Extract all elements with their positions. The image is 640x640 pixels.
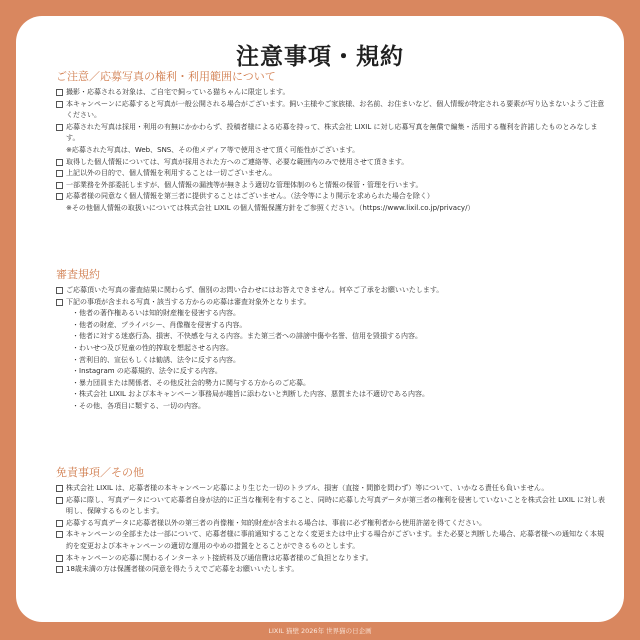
list-item: 一部業務を外部委託しますが、個人情報の漏洩等が無きよう適切な管理体制のもと情報の保管・管理を行います。	[56, 180, 608, 192]
bullet-item: ・他者の著作権あるいは知的財産権を侵害する内容。	[72, 309, 240, 318]
checkbox-icon	[56, 101, 63, 108]
bullet-item: ・株式会社 LIXIL および本キャンペーン事務局が趣旨に添わないと判断した内容、悪質または不適切である内容。	[72, 390, 430, 399]
checkbox-icon	[56, 124, 63, 131]
list-item: 本キャンペーンの応募に関わるインターネット接続料及び通信費は応募者様のご負担となります。	[56, 553, 608, 565]
list-item: 応募に際し、写真データについて応募者自身が法的に正当な権利を有すること、同時に応募した写真データが第三者の権利を侵害していないことを株式会社 LIXIL に対し表明し、保障するものとします。	[56, 495, 608, 518]
list-item: 下記の事項が含まれる写真・該当する方からの応募は審査対象外となります。	[56, 297, 608, 309]
note-text: ※その他個人情報の取扱いについては株式会社 LIXIL の個人情報保護方針をご参照ください。（https://www.lixil.co.jp/privacy/）	[66, 203, 475, 212]
section-review	[56, 268, 608, 413]
checkbox-icon	[56, 520, 63, 527]
checkbox-icon	[56, 497, 63, 504]
footer-credit: LIXIL 猫壁 2026年 世界猫の日企画	[268, 627, 372, 635]
bullet-item: ・その他、各項目に類する、一切の内容。	[72, 401, 205, 410]
section-heading: 審査規約	[56, 268, 100, 281]
list-item: 株式会社 LIXIL は、応募者様の本キャンペーン応募により生じた一切のトラブル、損害（直接・間節を問わず）等について、いかなる責任も負いません。	[56, 483, 608, 495]
checkbox-icon	[56, 159, 63, 166]
list-item: 応募する写真データに応募者様以外の第三者の肖像権・知的財産が含まれる場合は、事前に必ず権利者から使用許諾を得てください。	[56, 518, 608, 530]
list-item: 本キャンペーンの全部または一部について、応募者様に事前通知することなく変更または中止する場合がございます。また必要と判断した場合、応募者様への通知なく本規約を変更および本キャンペーンの適切な運用のやめの措置をとることができるものとします。	[56, 529, 608, 552]
checkbox-icon	[56, 89, 63, 96]
terms-card	[16, 16, 624, 622]
section-heading: 免責事項／その他	[56, 466, 144, 479]
list-item: 撮影・応募される対象は、ご自宅で飼っている猫ちゃんに限定します。	[56, 87, 608, 99]
bullet-item: ・他者の財産、プライバシー、肖像権を侵害する内容。	[72, 320, 247, 329]
bullet-item: ・わいせつ及び児童の性的搾取を想起させる内容。	[72, 343, 233, 352]
bullet-item: ・Instagram の応募規約、法令に反する内容。	[72, 367, 222, 376]
list-item: 応募された写真は採用・利用の有無にかかわらず、投稿者様による応募を持って、株式会社 LIXIL に対し応募写真を無償で編集・活用する権利を許諾したものとみなします。	[56, 122, 608, 145]
checkbox-icon	[56, 531, 63, 538]
list-item: 本キャンペーンに応募すると写真が一般公開される場合がございます。飼い主様やご家族様、お名前、お住まいなど、個人情報が特定される要素が写り込まないようご注意ください。	[56, 99, 608, 122]
checkbox-icon	[56, 566, 63, 573]
checkbox-icon	[56, 555, 63, 562]
bullet-item: ・営利目的、宣伝もしくは勧誘、法令に反する内容。	[72, 355, 240, 364]
checkbox-icon	[56, 170, 63, 177]
list-item: 18歳未満の方は保護者様の同意を得たうえでご応募をお願いいたします。	[56, 564, 608, 576]
bullet-item: ・暴力団員または関係者、その他反社会的勢力に関与する方からのご応募。	[72, 378, 310, 387]
checkbox-icon	[56, 193, 63, 200]
checkbox-icon	[56, 182, 63, 189]
checkbox-icon	[56, 287, 63, 294]
section-heading: ご注意／応募写真の権利・利用範囲について	[56, 70, 276, 83]
page-title: 注意事項・規約	[236, 44, 404, 70]
note-text: ※応募された写真は、Web、SNS、その他メディア等で使用させて頂く可能性がございます。	[66, 145, 360, 154]
section-rights	[56, 70, 608, 215]
list-item: ご応募頂いた写真の審査結果に関わらず、個別のお問い合わせにはお答えできません。何卒ご了承をお願いいたします。	[56, 285, 608, 297]
list-item: 上記以外の目的で、個人情報を利用することは一切ございません。	[56, 168, 608, 180]
checkbox-icon	[56, 485, 63, 492]
list-item: 取得した個人情報については、写真が採用された方へのご連絡等、必要な範囲内のみで使用させて頂きます。	[56, 157, 608, 169]
section-disclaimer	[56, 466, 608, 576]
checkbox-icon	[56, 299, 63, 306]
bullet-item: ・他者に対する迷惑行為、損害、不快感を与える内容。また第三者への誹謗中傷や名誉、信用を毀損する内容。	[72, 332, 422, 341]
list-item: 応募者様の同意なく個人情報を第三者に提供することはございません。（法令等により開示を求められた場合を除く）	[56, 191, 608, 203]
